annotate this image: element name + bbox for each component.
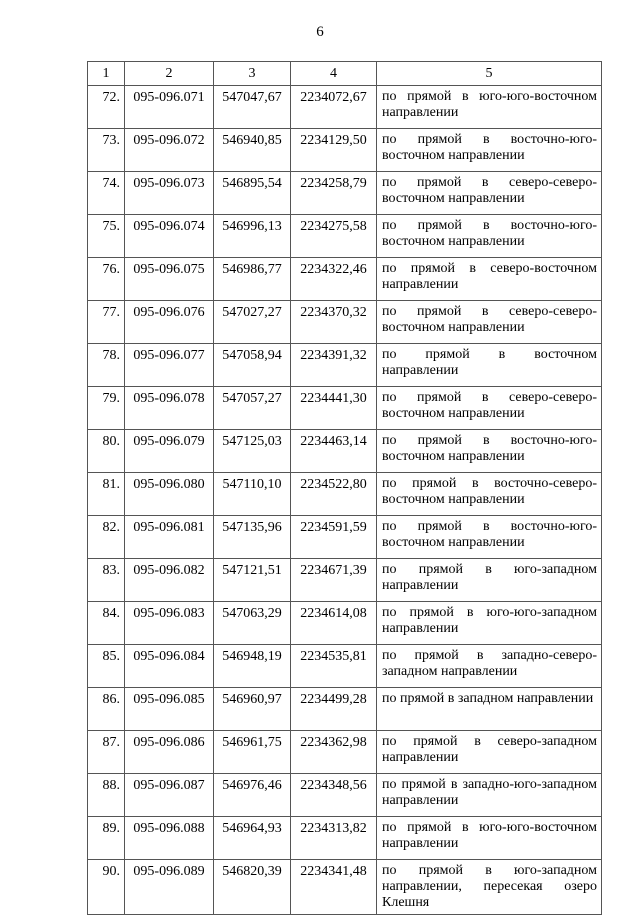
row-number-cell: 89.	[88, 817, 125, 860]
row-number-cell: 72.	[88, 86, 125, 129]
y-coordinate-cell: 2234614,08	[291, 602, 377, 645]
direction-description-cell: по прямой в восточном направлении	[377, 344, 602, 387]
y-coordinate-cell: 2234463,14	[291, 430, 377, 473]
y-coordinate-cell: 2234322,46	[291, 258, 377, 301]
direction-description-cell: по прямой в юго-юго-западном направлении	[377, 602, 602, 645]
x-coordinate-cell: 546895,54	[214, 172, 291, 215]
y-coordinate-cell: 2234441,30	[291, 387, 377, 430]
y-coordinate-cell: 2234129,50	[291, 129, 377, 172]
direction-description-cell: по прямой в северо-восточном направлении	[377, 258, 602, 301]
direction-description-cell: по прямой в северо-северо-восточном направлении	[377, 301, 602, 344]
header-cell: 1	[88, 62, 125, 86]
y-coordinate-cell: 2234072,67	[291, 86, 377, 129]
direction-description-cell: по прямой в восточно-юго-восточном направлении	[377, 516, 602, 559]
row-number-cell: 83.	[88, 559, 125, 602]
x-coordinate-cell: 547121,51	[214, 559, 291, 602]
point-code-cell: 095-096.089	[125, 860, 214, 915]
row-number-cell: 81.	[88, 473, 125, 516]
point-code-cell: 095-096.074	[125, 215, 214, 258]
x-coordinate-cell: 547110,10	[214, 473, 291, 516]
point-code-cell: 095-096.078	[125, 387, 214, 430]
x-coordinate-cell: 546940,85	[214, 129, 291, 172]
point-code-cell: 095-096.079	[125, 430, 214, 473]
row-number-cell: 82.	[88, 516, 125, 559]
header-cell: 2	[125, 62, 214, 86]
point-code-cell: 095-096.071	[125, 86, 214, 129]
point-code-cell: 095-096.083	[125, 602, 214, 645]
y-coordinate-cell: 2234391,32	[291, 344, 377, 387]
page-number: 6	[316, 24, 324, 40]
header-cell: 3	[214, 62, 291, 86]
y-coordinate-cell: 2234535,81	[291, 645, 377, 688]
x-coordinate-cell: 547125,03	[214, 430, 291, 473]
point-code-cell: 095-096.087	[125, 774, 214, 817]
point-code-cell: 095-096.081	[125, 516, 214, 559]
table-row	[88, 301, 602, 344]
row-number-cell: 90.	[88, 860, 125, 915]
y-coordinate-cell: 2234671,39	[291, 559, 377, 602]
direction-description-cell: по прямой в северо-северо-восточном направлении	[377, 172, 602, 215]
point-code-cell: 095-096.082	[125, 559, 214, 602]
direction-description-cell: по прямой в юго-юго-восточном направлении	[377, 86, 602, 129]
table-row	[88, 473, 602, 516]
y-coordinate-cell: 2234362,98	[291, 731, 377, 774]
row-number-cell: 85.	[88, 645, 125, 688]
row-number-cell: 88.	[88, 774, 125, 817]
x-coordinate-cell: 546960,97	[214, 688, 291, 731]
direction-description-cell: по прямой в западно-северо-западном направлении	[377, 645, 602, 688]
point-code-cell: 095-096.073	[125, 172, 214, 215]
direction-description-cell: по прямой в восточно-юго-восточном направлении	[377, 129, 602, 172]
coordinates-table	[87, 61, 602, 915]
row-number-cell: 84.	[88, 602, 125, 645]
table-row	[88, 817, 602, 860]
row-number-cell: 79.	[88, 387, 125, 430]
table-row	[88, 129, 602, 172]
row-number-cell: 75.	[88, 215, 125, 258]
row-number-cell: 78.	[88, 344, 125, 387]
table-row	[88, 516, 602, 559]
direction-description-cell: по прямой в западном направлении	[377, 688, 602, 731]
row-number-cell: 73.	[88, 129, 125, 172]
row-number-cell: 80.	[88, 430, 125, 473]
table-row	[88, 860, 602, 915]
x-coordinate-cell: 547047,67	[214, 86, 291, 129]
direction-description-cell: по прямой в восточно-юго-восточном направлении	[377, 215, 602, 258]
table-row	[88, 645, 602, 688]
row-number-cell: 77.	[88, 301, 125, 344]
y-coordinate-cell: 2234522,80	[291, 473, 377, 516]
point-code-cell: 095-096.086	[125, 731, 214, 774]
x-coordinate-cell: 547027,27	[214, 301, 291, 344]
point-code-cell: 095-096.084	[125, 645, 214, 688]
y-coordinate-cell: 2234499,28	[291, 688, 377, 731]
x-coordinate-cell: 547058,94	[214, 344, 291, 387]
y-coordinate-cell: 2234591,59	[291, 516, 377, 559]
direction-description-cell: по прямой в северо-западном направлении	[377, 731, 602, 774]
y-coordinate-cell: 2234313,82	[291, 817, 377, 860]
table-row	[88, 258, 602, 301]
point-code-cell: 095-096.088	[125, 817, 214, 860]
y-coordinate-cell: 2234348,56	[291, 774, 377, 817]
table-row	[88, 731, 602, 774]
x-coordinate-cell: 547057,27	[214, 387, 291, 430]
direction-description-cell: по прямой в юго-западном направлении	[377, 559, 602, 602]
direction-description-cell: по прямой в северо-северо-восточном направлении	[377, 387, 602, 430]
table-row	[88, 774, 602, 817]
x-coordinate-cell: 546996,13	[214, 215, 291, 258]
table-row	[88, 172, 602, 215]
x-coordinate-cell: 546948,19	[214, 645, 291, 688]
direction-description-cell: по прямой в юго-западном направлении, пересекая озеро Клешня	[377, 860, 602, 915]
table-header-row	[88, 62, 602, 86]
table-row	[88, 688, 602, 731]
x-coordinate-cell: 546961,75	[214, 731, 291, 774]
row-number-cell: 87.	[88, 731, 125, 774]
direction-description-cell: по прямой в восточно-юго-восточном направлении	[377, 430, 602, 473]
point-code-cell: 095-096.072	[125, 129, 214, 172]
table-row	[88, 387, 602, 430]
x-coordinate-cell: 546986,77	[214, 258, 291, 301]
point-code-cell: 095-096.076	[125, 301, 214, 344]
direction-description-cell: по прямой в восточно-северо-восточном направлении	[377, 473, 602, 516]
direction-description-cell: по прямой в западно-юго-западном направлении	[377, 774, 602, 817]
header-cell: 5	[377, 62, 602, 86]
point-code-cell: 095-096.077	[125, 344, 214, 387]
table-row	[88, 86, 602, 129]
header-cell: 4	[291, 62, 377, 86]
y-coordinate-cell: 2234341,48	[291, 860, 377, 915]
x-coordinate-cell: 547063,29	[214, 602, 291, 645]
x-coordinate-cell: 546976,46	[214, 774, 291, 817]
x-coordinate-cell: 547135,96	[214, 516, 291, 559]
row-number-cell: 76.	[88, 258, 125, 301]
table-row	[88, 344, 602, 387]
point-code-cell: 095-096.075	[125, 258, 214, 301]
x-coordinate-cell: 546964,93	[214, 817, 291, 860]
y-coordinate-cell: 2234275,58	[291, 215, 377, 258]
row-number-cell: 74.	[88, 172, 125, 215]
table-row	[88, 430, 602, 473]
table-row	[88, 559, 602, 602]
table-row	[88, 602, 602, 645]
direction-description-cell: по прямой в юго-юго-восточном направлении	[377, 817, 602, 860]
table-row	[88, 215, 602, 258]
y-coordinate-cell: 2234370,32	[291, 301, 377, 344]
point-code-cell: 095-096.080	[125, 473, 214, 516]
x-coordinate-cell: 546820,39	[214, 860, 291, 915]
row-number-cell: 86.	[88, 688, 125, 731]
y-coordinate-cell: 2234258,79	[291, 172, 377, 215]
point-code-cell: 095-096.085	[125, 688, 214, 731]
